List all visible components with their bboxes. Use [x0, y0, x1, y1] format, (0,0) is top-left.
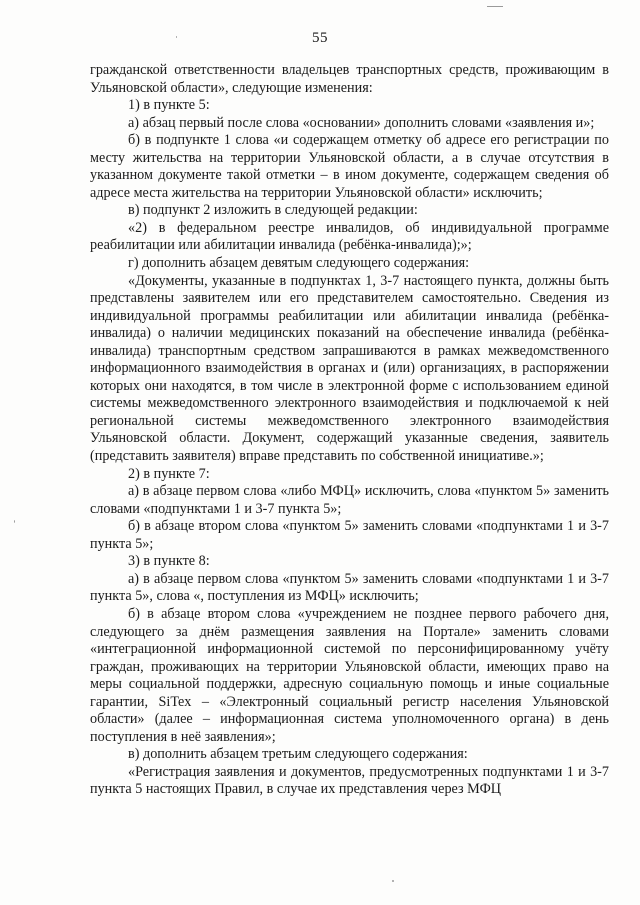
paragraph-7: г) дополнить абзацем девятым следующего содержания: — [128, 255, 470, 272]
paragraph-13: а) в абзаце первом слова «пунктом 5» заменить словами «подпунктами 1 и 3-7 пункта 5», слова «, поступления из МФЦ» исключить; — [90, 570, 609, 605]
paragraph-2: 1) в пункте 5: — [128, 97, 210, 114]
paragraph-15: в) дополнить абзацем третьим следующего содержания: — [128, 746, 468, 763]
scan-speck — [487, 6, 503, 7]
paragraph-10: а) в абзаце первом слова «либо МФЦ» исключить, слова «пунктом 5» заменить словами «подпунктами 1 и 3-7 пункта 5»; — [90, 483, 609, 517]
paragraph-14: б) в абзаце втором слова «учреждением не позднее первого рабочего дня, следующего за днём размещения заявления на Портале» заменить словами «интеграционной информационной системой по персонифицированному учёту граждан, проживающих на территории Ульяновской области, имеющих право на меры социальной поддержки, адресную социальную помощь и иные социальные гарантии, SiTex – «Электронный социальный регистр населения Ульяновской области» (далее – информационная система уполномоченного органа) в день поступления в неё заявления»; — [90, 605, 609, 745]
paragraph-6: «2) в федеральном реестре инвалидов, об индивидуальной программе реабилитации или абилитации инвалида (ребёнка-инвалида);»; — [90, 219, 609, 254]
paragraph-1: гражданской ответственности владельцев транспортных средств, проживающим в Ульяновской области», следующие изменения: — [90, 62, 609, 96]
paragraph-3: а) абзац первый после слова «основании» дополнить словами «заявления и»; — [128, 114, 595, 131]
paragraph-12: 3) в пункте 8: — [128, 553, 210, 570]
paragraph-11: б) в абзаце втором слова «пунктом 5» заменить словами «подпунктами 1 и 3-7 пункта 5»; — [90, 518, 609, 552]
scan-speck — [176, 36, 177, 38]
document-body — [90, 62, 609, 799]
scan-speck — [14, 520, 15, 523]
scan-speck — [392, 880, 394, 882]
paragraph-8: «Документы, указанные в подпунктах 1, 3-7 настоящего пункта, должны быть представлены заявителем или его представителем самостоятельно. Сведения из индивидуальной программы реабилитации или абилитации инвалида (ребёнка-инвалида) о наличии медицинских показаний на обеспечение инвалида (ребёнка-инвалида) транспортным средством запрашиваются в рамках межведомственного информационного взаимодействия в органах и (или) организациях, в распоряжении которых они находятся, в том числе в электронной форме с использованием единой системы межведомственного электронного взаимодействия и подключаемой к ней региональной системы межведомственного электронного взаимодействия Ульяновской области. Документ, содержащий указанные сведения, заявитель (представить заявителя) вправе представить по собственной инициативе.»; — [90, 272, 609, 465]
paragraph-16: «Регистрация заявления и документов, предусмотренных подпунктами 1 и 3-7 пункта 5 настоящих Правил, в случае их представления через МФЦ — [90, 763, 609, 798]
paragraph-9: 2) в пункте 7: — [128, 465, 210, 482]
paragraph-4: б) в подпункте 1 слова «и содержащем отметку об адресе его регистрации по месту жительства на территории Ульяновской области, а в случае отсутствия в указанном документе такой отметки – в ином документе, содержащем сведения об адресе места жительства на территории Ульяновской области» исключить; — [90, 132, 609, 201]
paragraph-5: в) подпункт 2 изложить в следующей редакции: — [128, 202, 418, 219]
page-number: 55 — [312, 30, 328, 46]
